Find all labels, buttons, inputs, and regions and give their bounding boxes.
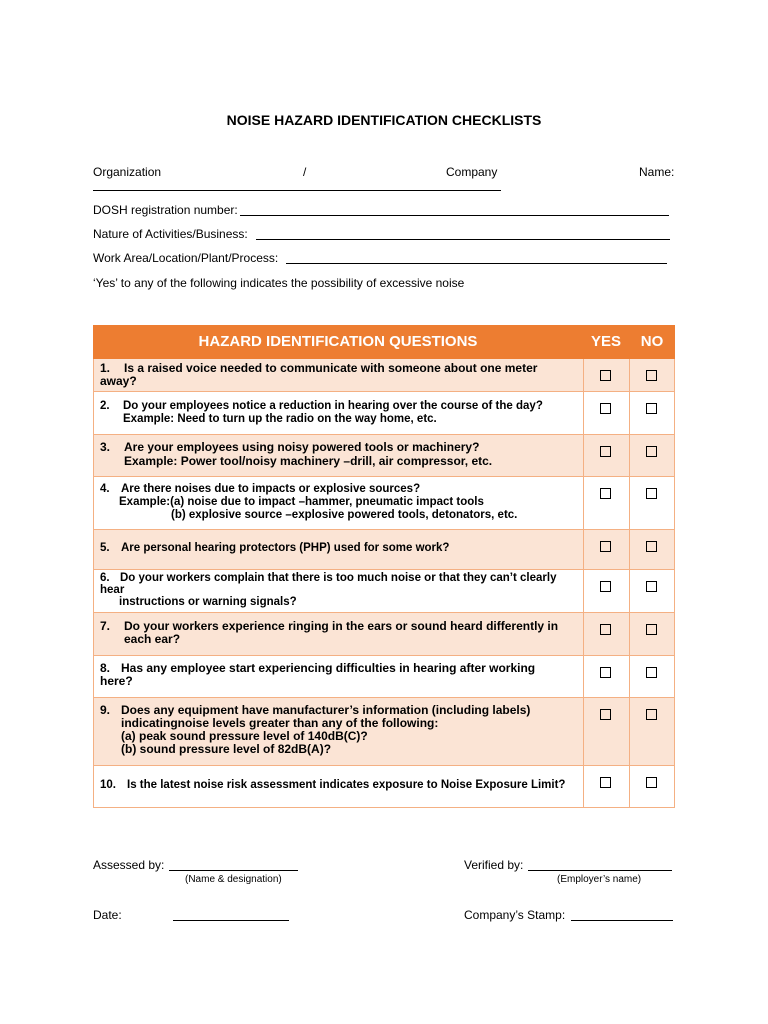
excessive-noise-note: ‘Yes’ to any of the following indicates the possibility of excessive noise [93, 276, 465, 290]
question-text-line: (b) sound pressure level of 82dB(A)? [121, 742, 332, 756]
yes-checkbox[interactable] [600, 624, 611, 635]
dosh-registration-field[interactable] [240, 215, 669, 216]
question-example: Example:(a) noise due to impact –hammer, pneumatic impact tools [119, 496, 484, 508]
no-column-header: NO [640, 333, 664, 350]
table-row [93, 392, 675, 435]
table-row [93, 766, 675, 808]
table-row [93, 477, 675, 530]
question-text-line: each ear? [124, 632, 181, 646]
yes-checkbox[interactable] [600, 488, 611, 499]
verified-by-hint: (Employer’s name) [557, 874, 642, 885]
no-checkbox[interactable] [646, 446, 657, 457]
nature-of-activities-field[interactable] [256, 239, 670, 240]
table-row [93, 698, 675, 766]
dosh-registration-label: DOSH registration number: [93, 203, 238, 217]
nature-of-activities-label: Nature of Activities/Business: [93, 227, 248, 241]
question-text: Has any employee start experiencing difficulties in hearing after working [121, 661, 536, 675]
question-text: Does any equipment have manufacturer’s information (including labels) [121, 703, 531, 717]
work-area-label: Work Area/Location/Plant/Process: [93, 251, 279, 265]
no-checkbox[interactable] [646, 370, 657, 381]
no-checkbox[interactable] [646, 709, 657, 720]
question-text-line: here? [100, 674, 133, 688]
question-text-line: hear [100, 584, 125, 596]
date-field[interactable] [173, 920, 289, 921]
yes-column-header: YES [590, 333, 621, 350]
question-text-line: (a) peak sound pressure level of 140dB(C)? [121, 729, 368, 743]
question-number: 2. [100, 400, 110, 412]
yes-checkbox[interactable] [600, 370, 611, 381]
table-row [93, 656, 675, 698]
question-text: Is the latest noise risk assessment indicates exposure to Noise Exposure Limit? [127, 779, 566, 791]
company-stamp-field[interactable] [571, 920, 673, 921]
question-text: Do your workers experience ringing in the ears or sound heard differently in [124, 619, 559, 633]
verified-by-label: Verified by: [464, 858, 524, 872]
yes-checkbox[interactable] [600, 667, 611, 678]
question-number: 8. [100, 661, 111, 675]
question-text: Do your employees notice a reduction in hearing over the course of the day? [123, 400, 543, 412]
organization-label: Organization [93, 165, 162, 179]
table-row [93, 613, 675, 656]
yes-checkbox[interactable] [600, 581, 611, 592]
question-text-line: away? [100, 374, 137, 388]
no-checkbox[interactable] [646, 541, 657, 552]
table-row [93, 530, 675, 570]
question-number: 9. [100, 703, 111, 717]
question-text: Are there noises due to impacts or explosive sources? [121, 483, 421, 495]
table-header [93, 325, 675, 359]
yes-checkbox[interactable] [600, 446, 611, 457]
table-row [93, 359, 675, 392]
no-checkbox[interactable] [646, 624, 657, 635]
question-number: 6. [100, 572, 110, 584]
question-text: Are your employees using noisy powered tools or machinery? [124, 440, 480, 454]
question-text-line: indicatingnoise levels greater than any of the following: [121, 716, 439, 730]
table-row [93, 570, 675, 613]
no-column-divider [629, 359, 630, 808]
question-number: 1. [100, 361, 111, 375]
question-number: 4. [100, 483, 110, 495]
question-example: (b) explosive source –explosive powered tools, detonators, etc. [171, 509, 518, 521]
separator-slash: / [303, 165, 307, 179]
yes-checkbox[interactable] [600, 541, 611, 552]
no-checkbox[interactable] [646, 667, 657, 678]
yes-column-divider [583, 359, 584, 808]
yes-checkbox[interactable] [600, 709, 611, 720]
assessed-by-field[interactable] [169, 870, 298, 871]
questions-column-header: HAZARD IDENTIFICATION QUESTIONS [198, 333, 478, 350]
assessed-by-label: Assessed by: [93, 858, 165, 872]
question-number: 7. [100, 619, 111, 633]
question-text-line: instructions or warning signals? [119, 596, 297, 608]
question-number: 10. [100, 779, 116, 791]
assessed-by-hint: (Name & designation) [185, 874, 282, 885]
question-text: Are personal hearing protectors (PHP) used for some work? [121, 542, 450, 554]
organization-company-name-field[interactable] [93, 190, 501, 191]
question-text: Is a raised voice needed to communicate with someone about one meter [124, 361, 538, 375]
yes-checkbox[interactable] [600, 777, 611, 788]
name-label: Name: [639, 165, 675, 179]
no-checkbox[interactable] [646, 403, 657, 414]
page-title: NOISE HAZARD IDENTIFICATION CHECKLISTS [226, 112, 542, 128]
date-label: Date: [93, 908, 122, 922]
table-row [93, 435, 675, 477]
work-area-field[interactable] [286, 263, 667, 264]
company-stamp-label: Company’s Stamp: [464, 908, 566, 922]
question-number: 3. [100, 440, 111, 454]
question-example: Example: Need to turn up the radio on the way home, etc. [123, 413, 437, 425]
question-number: 5. [100, 542, 110, 554]
company-label: Company [446, 165, 498, 179]
question-example: Example: Power tool/noisy machinery –drill, air compressor, etc. [124, 454, 493, 468]
no-checkbox[interactable] [646, 581, 657, 592]
yes-checkbox[interactable] [600, 403, 611, 414]
verified-by-field[interactable] [528, 870, 672, 871]
no-checkbox[interactable] [646, 488, 657, 499]
no-checkbox[interactable] [646, 777, 657, 788]
question-text: Do your workers complain that there is too much noise or that they can’t clearly [120, 572, 557, 584]
